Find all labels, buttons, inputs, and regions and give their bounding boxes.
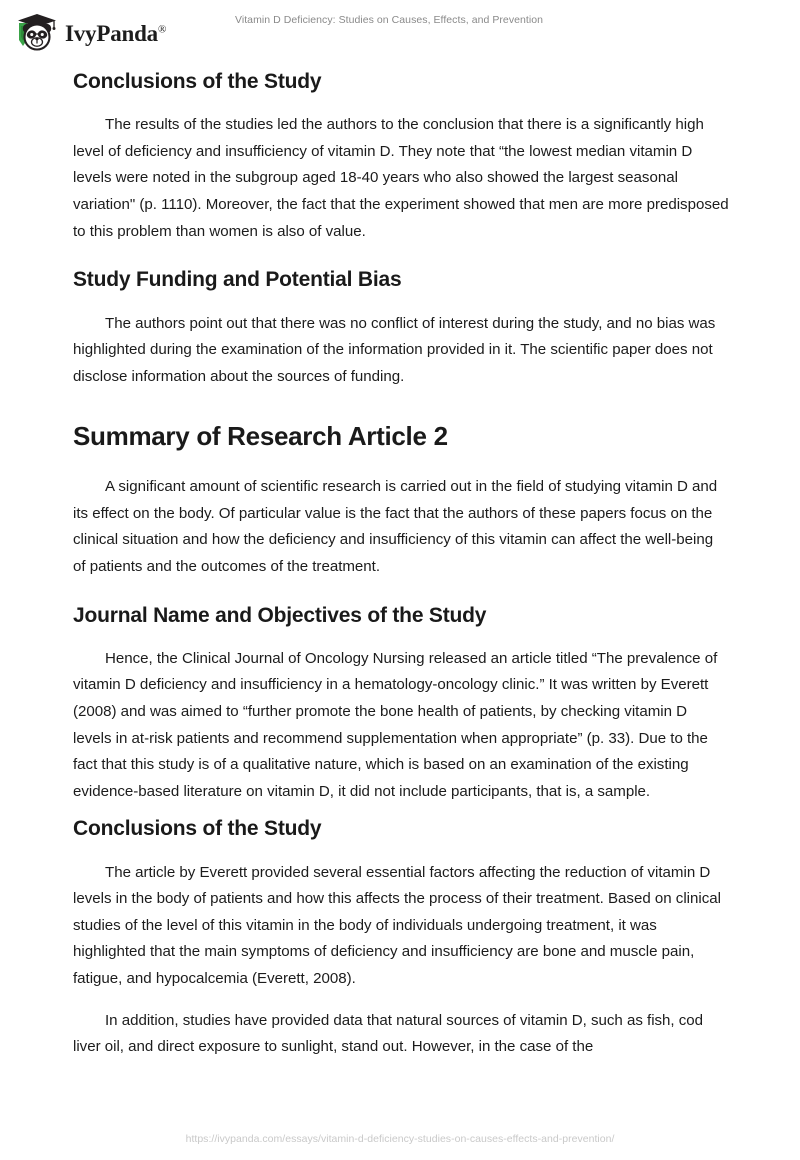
paragraph: The results of the studies led the authors to the conclusion that there is a significantly high level of deficiency and insufficiency of vitamin D. They note that “the lowest median vitamin D levels were noted in the subgroup aged 18-40 years who also showed the largest seasonal variation" (p. 1110). Moreover, the fact that the experiment showed that men are more predisposed to this problem than women is also of value.	[73, 116, 729, 240]
paragraph: The authors point out that there was no conflict of interest during the study, and no bias was highlighted during the examination of the information provided in it. The scientific paper does not disclose information about the sources of funding.	[73, 314, 716, 385]
paragraph: Hence, the Clinical Journal of Oncology Nursing released an article titled “The prevalence of vitamin D deficiency and insufficiency in a hematology-oncology clinic.” It was written by Everett (2008) and was aimed to “further promote the bone health of patients, by checking vitamin D levels in at-risk patients and recommend supplementation when appropriate” (p. 33). Due to the fact that this study is of a qualitative nature, which is based on an examination of the existing evidence-based literature on vitamin D, it did not include participants, that is, a sample.	[73, 649, 718, 800]
section-heading-journal-name: Journal Name and Objectives of the Study	[73, 603, 487, 627]
spacer	[73, 95, 729, 112]
spacer	[73, 993, 729, 1008]
spacer	[73, 843, 729, 860]
document-body	[73, 68, 729, 1061]
spacer	[73, 581, 729, 602]
page-header	[0, 0, 800, 58]
spacer	[73, 245, 729, 266]
registered-mark: ®	[157, 22, 167, 35]
running-title: Vitamin D Deficiency: Studies on Causes, Effects, and Prevention	[234, 14, 544, 26]
section-heading-conclusions-2: Conclusions of the Study	[73, 817, 322, 841]
spacer	[73, 629, 729, 646]
page-footer	[0, 1129, 800, 1147]
paragraph: The article by Everett provided several essential factors affecting the reduction of vitamin D levels in the body of patients and how this affects the process of their treatment. Based on clinical studies of the level of this vitamin in the body of individuals undergoing treatment, it was highlighted that the main symptoms of deficiency and insufficiency are bone and muscle pain, fatigue, and hypocalcemia (Everett, 2008).	[73, 863, 721, 988]
section-heading-conclusions-1: Conclusions of the Study	[73, 70, 322, 93]
spacer	[73, 805, 729, 815]
brand-name-text: IvyPanda	[65, 20, 158, 46]
paragraph: A significant amount of scientific research is carried out in the field of studying vitamin D and its effect on the body. Of particular value is the fact that the authors of these papers focus on the clinical situation and how the deficiency and insufficiency of this vitamin can affect the well-being of patients and the outcomes of the treatment.	[73, 478, 718, 575]
spacer	[73, 294, 729, 311]
spacer	[73, 454, 729, 474]
section-heading-study-funding: Study Funding and Potential Bias	[73, 268, 402, 292]
section-heading-summary-article-2: Summary of Research Article 2	[73, 421, 448, 452]
paragraph: In addition, studies have provided data that natural sources of vitamin D, such as fish, cod liver oil, and direct exposure to sunlight, stand out. However, in the case of the	[73, 1011, 704, 1056]
source-url[interactable]: https://ivypanda.com/essays/vitamin-d-deficiency-studies-on-causes-effects-and-prevention/	[185, 1133, 615, 1145]
spacer	[73, 390, 729, 420]
